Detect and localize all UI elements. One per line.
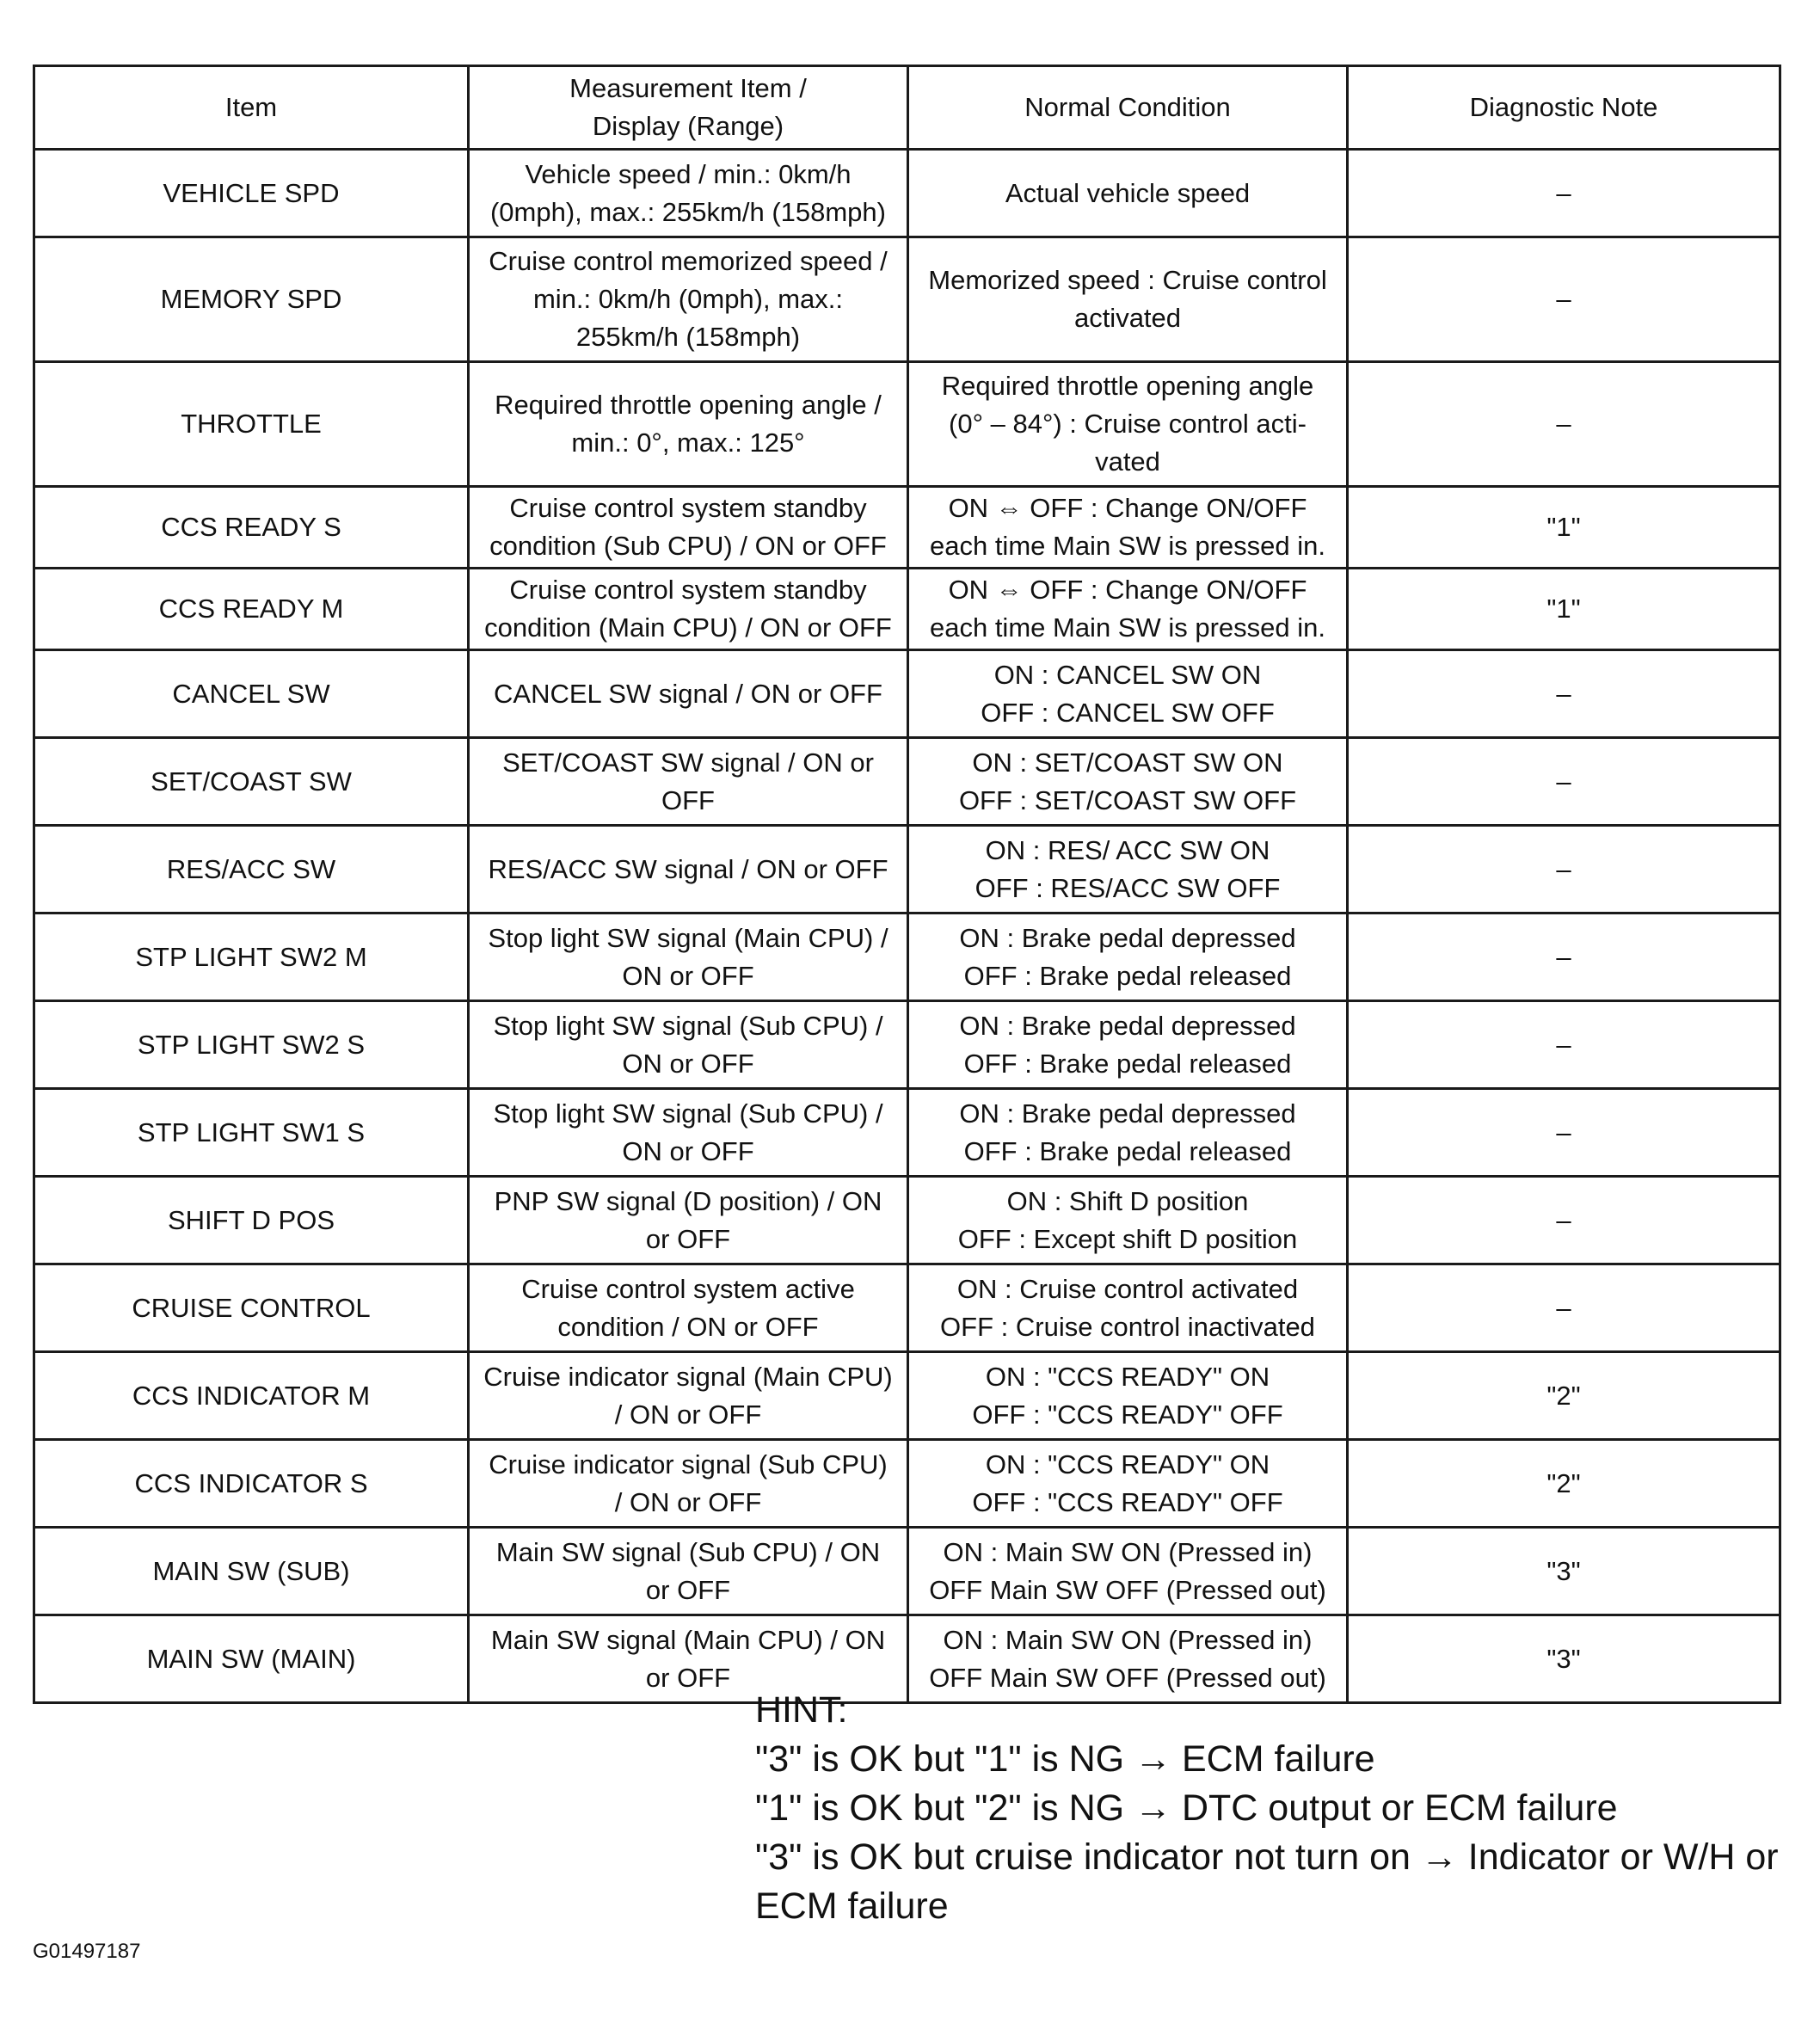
table-row <box>34 1352 1780 1440</box>
cell-measurement-line: Cruise control system standby <box>509 493 867 523</box>
cell-measurement-line: condition / ON or OFF <box>557 1311 819 1342</box>
cell-measurement-line: Required throttle opening angle / <box>495 390 882 420</box>
cell-normal-condition <box>908 1264 1348 1352</box>
cell-diagnostic-note: "2" <box>1348 1352 1780 1440</box>
cell-measurement <box>469 569 908 650</box>
cell-normal-line: ON ⇔ OFF : Change ON/OFF <box>948 575 1307 605</box>
cell-normal-line: ON : Brake pedal depressed <box>959 1098 1296 1129</box>
cell-measurement <box>469 826 908 914</box>
cell-item: THROTTLE <box>34 362 469 487</box>
cell-measurement-line: Stop light SW signal (Sub CPU) / <box>493 1098 883 1129</box>
cell-item: MAIN SW (MAIN) <box>34 1615 469 1703</box>
cell-normal-line: (0° – 84°) : Cruise control acti- <box>949 409 1307 439</box>
cell-item: VEHICLE SPD <box>34 150 469 237</box>
table-row <box>34 150 1780 237</box>
cell-measurement <box>469 1001 908 1089</box>
cell-measurement-line: Stop light SW signal (Main CPU) / <box>488 922 888 953</box>
image-code: G01497187 <box>33 1940 141 1963</box>
cell-item: SET/COAST SW <box>34 738 469 826</box>
cell-normal-line: ON : Brake pedal depressed <box>959 1010 1296 1041</box>
cell-item: MAIN SW (SUB) <box>34 1528 469 1615</box>
cell-normal-line: OFF : Brake pedal released <box>963 1048 1292 1079</box>
header-measurement-line1: Measurement Item / <box>569 73 807 103</box>
table-row <box>34 237 1780 362</box>
cell-normal-condition <box>908 150 1348 237</box>
cell-normal-condition <box>908 362 1348 487</box>
cell-normal-line: ON : Main SW ON (Pressed in) <box>943 1624 1313 1655</box>
hint-line-2: "1" is OK but "2" is NG → DTC output or ECM failure <box>755 1787 1618 1829</box>
cell-normal-line: activated <box>1073 303 1182 333</box>
cell-measurement-line: condition (Main CPU) / ON or OFF <box>484 612 892 643</box>
cell-item: STP LIGHT SW2 S <box>34 1001 469 1089</box>
cell-measurement-line: ON or OFF <box>622 1048 754 1079</box>
cell-measurement <box>469 362 908 487</box>
cell-measurement-line: or OFF <box>645 1662 731 1693</box>
cell-item: CCS INDICATOR M <box>34 1352 469 1440</box>
hint-block <box>755 1686 1787 1931</box>
header-diagnostic-note: Diagnostic Note <box>1348 66 1780 150</box>
cell-item: SHIFT D POS <box>34 1177 469 1264</box>
cell-measurement <box>469 914 908 1001</box>
cell-measurement-line: ON or OFF <box>622 960 754 991</box>
cell-measurement-line: or OFF <box>645 1223 731 1254</box>
cell-measurement <box>469 487 908 569</box>
cell-normal-line: Required throttle opening angle <box>941 371 1314 401</box>
cell-normal-line: OFF : "CCS READY" OFF <box>972 1399 1283 1430</box>
cell-normal-line: OFF : Cruise control inactivated <box>940 1311 1315 1342</box>
cell-measurement <box>469 650 908 738</box>
cell-normal-line: ON ⇔ OFF : Change ON/OFF <box>948 493 1307 523</box>
cell-normal-line: OFF : Brake pedal released <box>963 1135 1292 1166</box>
table-row <box>34 826 1780 914</box>
cell-diagnostic-note: – <box>1348 826 1780 914</box>
hint-title: HINT: <box>755 1689 848 1731</box>
cell-measurement-line: ON or OFF <box>622 1135 754 1166</box>
cell-normal-condition <box>908 1001 1348 1089</box>
cell-measurement <box>469 1177 908 1264</box>
cell-measurement <box>469 1264 908 1352</box>
cell-normal-line: OFF : SET/COAST SW OFF <box>958 784 1297 815</box>
cell-normal-line: OFF : Brake pedal released <box>963 960 1292 991</box>
cell-measurement-line: or OFF <box>645 1574 731 1605</box>
cell-diagnostic-note: – <box>1348 362 1780 487</box>
cell-normal-condition <box>908 1177 1348 1264</box>
cell-measurement-line: Stop light SW signal (Sub CPU) / <box>493 1010 883 1041</box>
cell-measurement-line: / ON or OFF <box>614 1486 762 1517</box>
cell-diagnostic-note: – <box>1348 237 1780 362</box>
table-row <box>34 1264 1780 1352</box>
cell-normal-line: ON : Shift D position <box>1006 1185 1249 1216</box>
cell-measurement-line: OFF <box>661 784 715 815</box>
cell-normal-line: ON : Brake pedal depressed <box>959 922 1296 953</box>
cell-measurement <box>469 237 908 362</box>
cell-measurement-line: min.: 0°, max.: 125° <box>571 428 805 458</box>
cell-measurement-line: (0mph), max.: 255km/h (158mph) <box>489 196 886 227</box>
cell-measurement <box>469 1089 908 1177</box>
cell-measurement-line: / ON or OFF <box>614 1399 762 1430</box>
cell-normal-line: ON : CANCEL SW ON <box>993 659 1262 690</box>
cell-normal-condition <box>908 237 1348 362</box>
table-row <box>34 738 1780 826</box>
cell-diagnostic-note: – <box>1348 738 1780 826</box>
cell-diagnostic-note: – <box>1348 1264 1780 1352</box>
cell-normal-line: OFF Main SW OFF (Pressed out) <box>929 1574 1326 1605</box>
cell-normal-line: vated <box>1095 446 1160 477</box>
cell-normal-line: ON : Cruise control activated <box>956 1273 1299 1304</box>
cell-normal-line: each time Main SW is pressed in. <box>929 612 1325 643</box>
cell-diagnostic-note: – <box>1348 914 1780 1001</box>
cell-measurement <box>469 738 908 826</box>
cell-normal-line: each time Main SW is pressed in. <box>929 531 1325 561</box>
cell-diagnostic-note: "2" <box>1348 1440 1780 1528</box>
cell-measurement <box>469 1528 908 1615</box>
cell-item: RES/ACC SW <box>34 826 469 914</box>
cell-normal-condition <box>908 826 1348 914</box>
data-list-table <box>33 65 1781 1704</box>
header-item: Item <box>34 66 469 150</box>
cell-measurement-line: PNP SW signal (D position) / ON <box>494 1185 882 1216</box>
cell-measurement-line: CANCEL SW signal / ON or OFF <box>494 678 882 709</box>
cell-measurement-line: Cruise indicator signal (Main CPU) <box>483 1361 893 1392</box>
table-row <box>34 487 1780 569</box>
cell-measurement <box>469 1352 908 1440</box>
cell-measurement-line: Cruise indicator signal (Sub CPU) <box>489 1449 888 1479</box>
cell-normal-condition <box>908 1528 1348 1615</box>
cell-diagnostic-note: – <box>1348 150 1780 237</box>
cell-item: CCS INDICATOR S <box>34 1440 469 1528</box>
cell-measurement-line: Main SW signal (Sub CPU) / ON <box>495 1536 881 1567</box>
cell-measurement <box>469 150 908 237</box>
cell-normal-line: OFF : "CCS READY" OFF <box>972 1486 1283 1517</box>
table-row <box>34 650 1780 738</box>
cell-normal-line: ON : "CCS READY" ON <box>985 1361 1270 1392</box>
cell-normal-condition <box>908 1352 1348 1440</box>
cell-normal-condition <box>908 914 1348 1001</box>
table-row <box>34 914 1780 1001</box>
cell-normal-condition <box>908 1440 1348 1528</box>
table-row <box>34 569 1780 650</box>
cell-normal-line: ON : "CCS READY" ON <box>985 1449 1270 1479</box>
cell-measurement-line: 255km/h (158mph) <box>575 322 801 352</box>
cell-normal-line: ON : RES/ ACC SW ON <box>985 834 1270 865</box>
table-row <box>34 1440 1780 1528</box>
cell-normal-condition <box>908 738 1348 826</box>
cell-diagnostic-note: – <box>1348 1089 1780 1177</box>
cell-normal-condition <box>908 1089 1348 1177</box>
cell-normal-condition <box>908 487 1348 569</box>
header-measurement <box>469 66 908 150</box>
cell-diagnostic-note: "1" <box>1348 569 1780 650</box>
cell-diagnostic-note: – <box>1348 650 1780 738</box>
cell-item: CCS READY S <box>34 487 469 569</box>
cell-measurement-line: Main SW signal (Main CPU) / ON <box>490 1624 886 1655</box>
cell-diagnostic-note: "1" <box>1348 487 1780 569</box>
header-measurement-line2: Display (Range) <box>592 111 784 141</box>
table-body <box>34 150 1780 1703</box>
hint-line-1: "3" is OK but "1" is NG → ECM failure <box>755 1738 1375 1780</box>
table-row <box>34 362 1780 487</box>
cell-normal-line: OFF Main SW OFF (Pressed out) <box>929 1662 1326 1693</box>
table-row <box>34 1001 1780 1089</box>
cell-diagnostic-note: "3" <box>1348 1615 1780 1703</box>
cell-measurement-line: Cruise control system standby <box>509 575 867 605</box>
cell-normal-line: ON : SET/COAST SW ON <box>972 747 1283 778</box>
cell-measurement-line: Cruise control memorized speed / <box>489 246 888 276</box>
table-row <box>34 1089 1780 1177</box>
cell-normal-condition <box>908 650 1348 738</box>
cell-item: CCS READY M <box>34 569 469 650</box>
cell-normal-line: OFF : CANCEL SW OFF <box>981 697 1275 728</box>
cell-normal-line: Actual vehicle speed <box>1005 177 1251 208</box>
hint-line-3: "3" is OK but cruise indicator not turn on → Indicator or W/H or ECM failure <box>755 1836 1779 1927</box>
data-list-sheet <box>33 65 1779 1704</box>
cell-measurement <box>469 1440 908 1528</box>
cell-measurement-line: condition (Sub CPU) / ON or OFF <box>489 531 887 561</box>
cell-measurement-line: RES/ACC SW signal / ON or OFF <box>488 853 888 884</box>
header-normal-condition: Normal Condition <box>908 66 1348 150</box>
cell-measurement-line: min.: 0km/h (0mph), max.: <box>532 284 844 314</box>
cell-measurement-line: Vehicle speed / min.: 0km/h <box>525 158 852 189</box>
cell-measurement-line: Cruise control system active <box>521 1273 855 1304</box>
cell-normal-line: OFF : Except shift D position <box>957 1223 1298 1254</box>
cell-measurement-line: SET/COAST SW signal / ON or <box>502 747 874 778</box>
cell-diagnostic-note: – <box>1348 1177 1780 1264</box>
cell-item: STP LIGHT SW2 M <box>34 914 469 1001</box>
cell-normal-line: Memorized speed : Cruise control <box>928 265 1327 295</box>
cell-item: MEMORY SPD <box>34 237 469 362</box>
cell-normal-line: OFF : RES/ACC SW OFF <box>975 872 1281 903</box>
table-row <box>34 1177 1780 1264</box>
cell-item: STP LIGHT SW1 S <box>34 1089 469 1177</box>
table-header-row <box>34 66 1780 150</box>
cell-diagnostic-note: "3" <box>1348 1528 1780 1615</box>
table-row <box>34 1528 1780 1615</box>
cell-item: CRUISE CONTROL <box>34 1264 469 1352</box>
cell-normal-line: ON : Main SW ON (Pressed in) <box>943 1536 1313 1567</box>
cell-item: CANCEL SW <box>34 650 469 738</box>
cell-diagnostic-note: – <box>1348 1001 1780 1089</box>
cell-normal-condition <box>908 569 1348 650</box>
